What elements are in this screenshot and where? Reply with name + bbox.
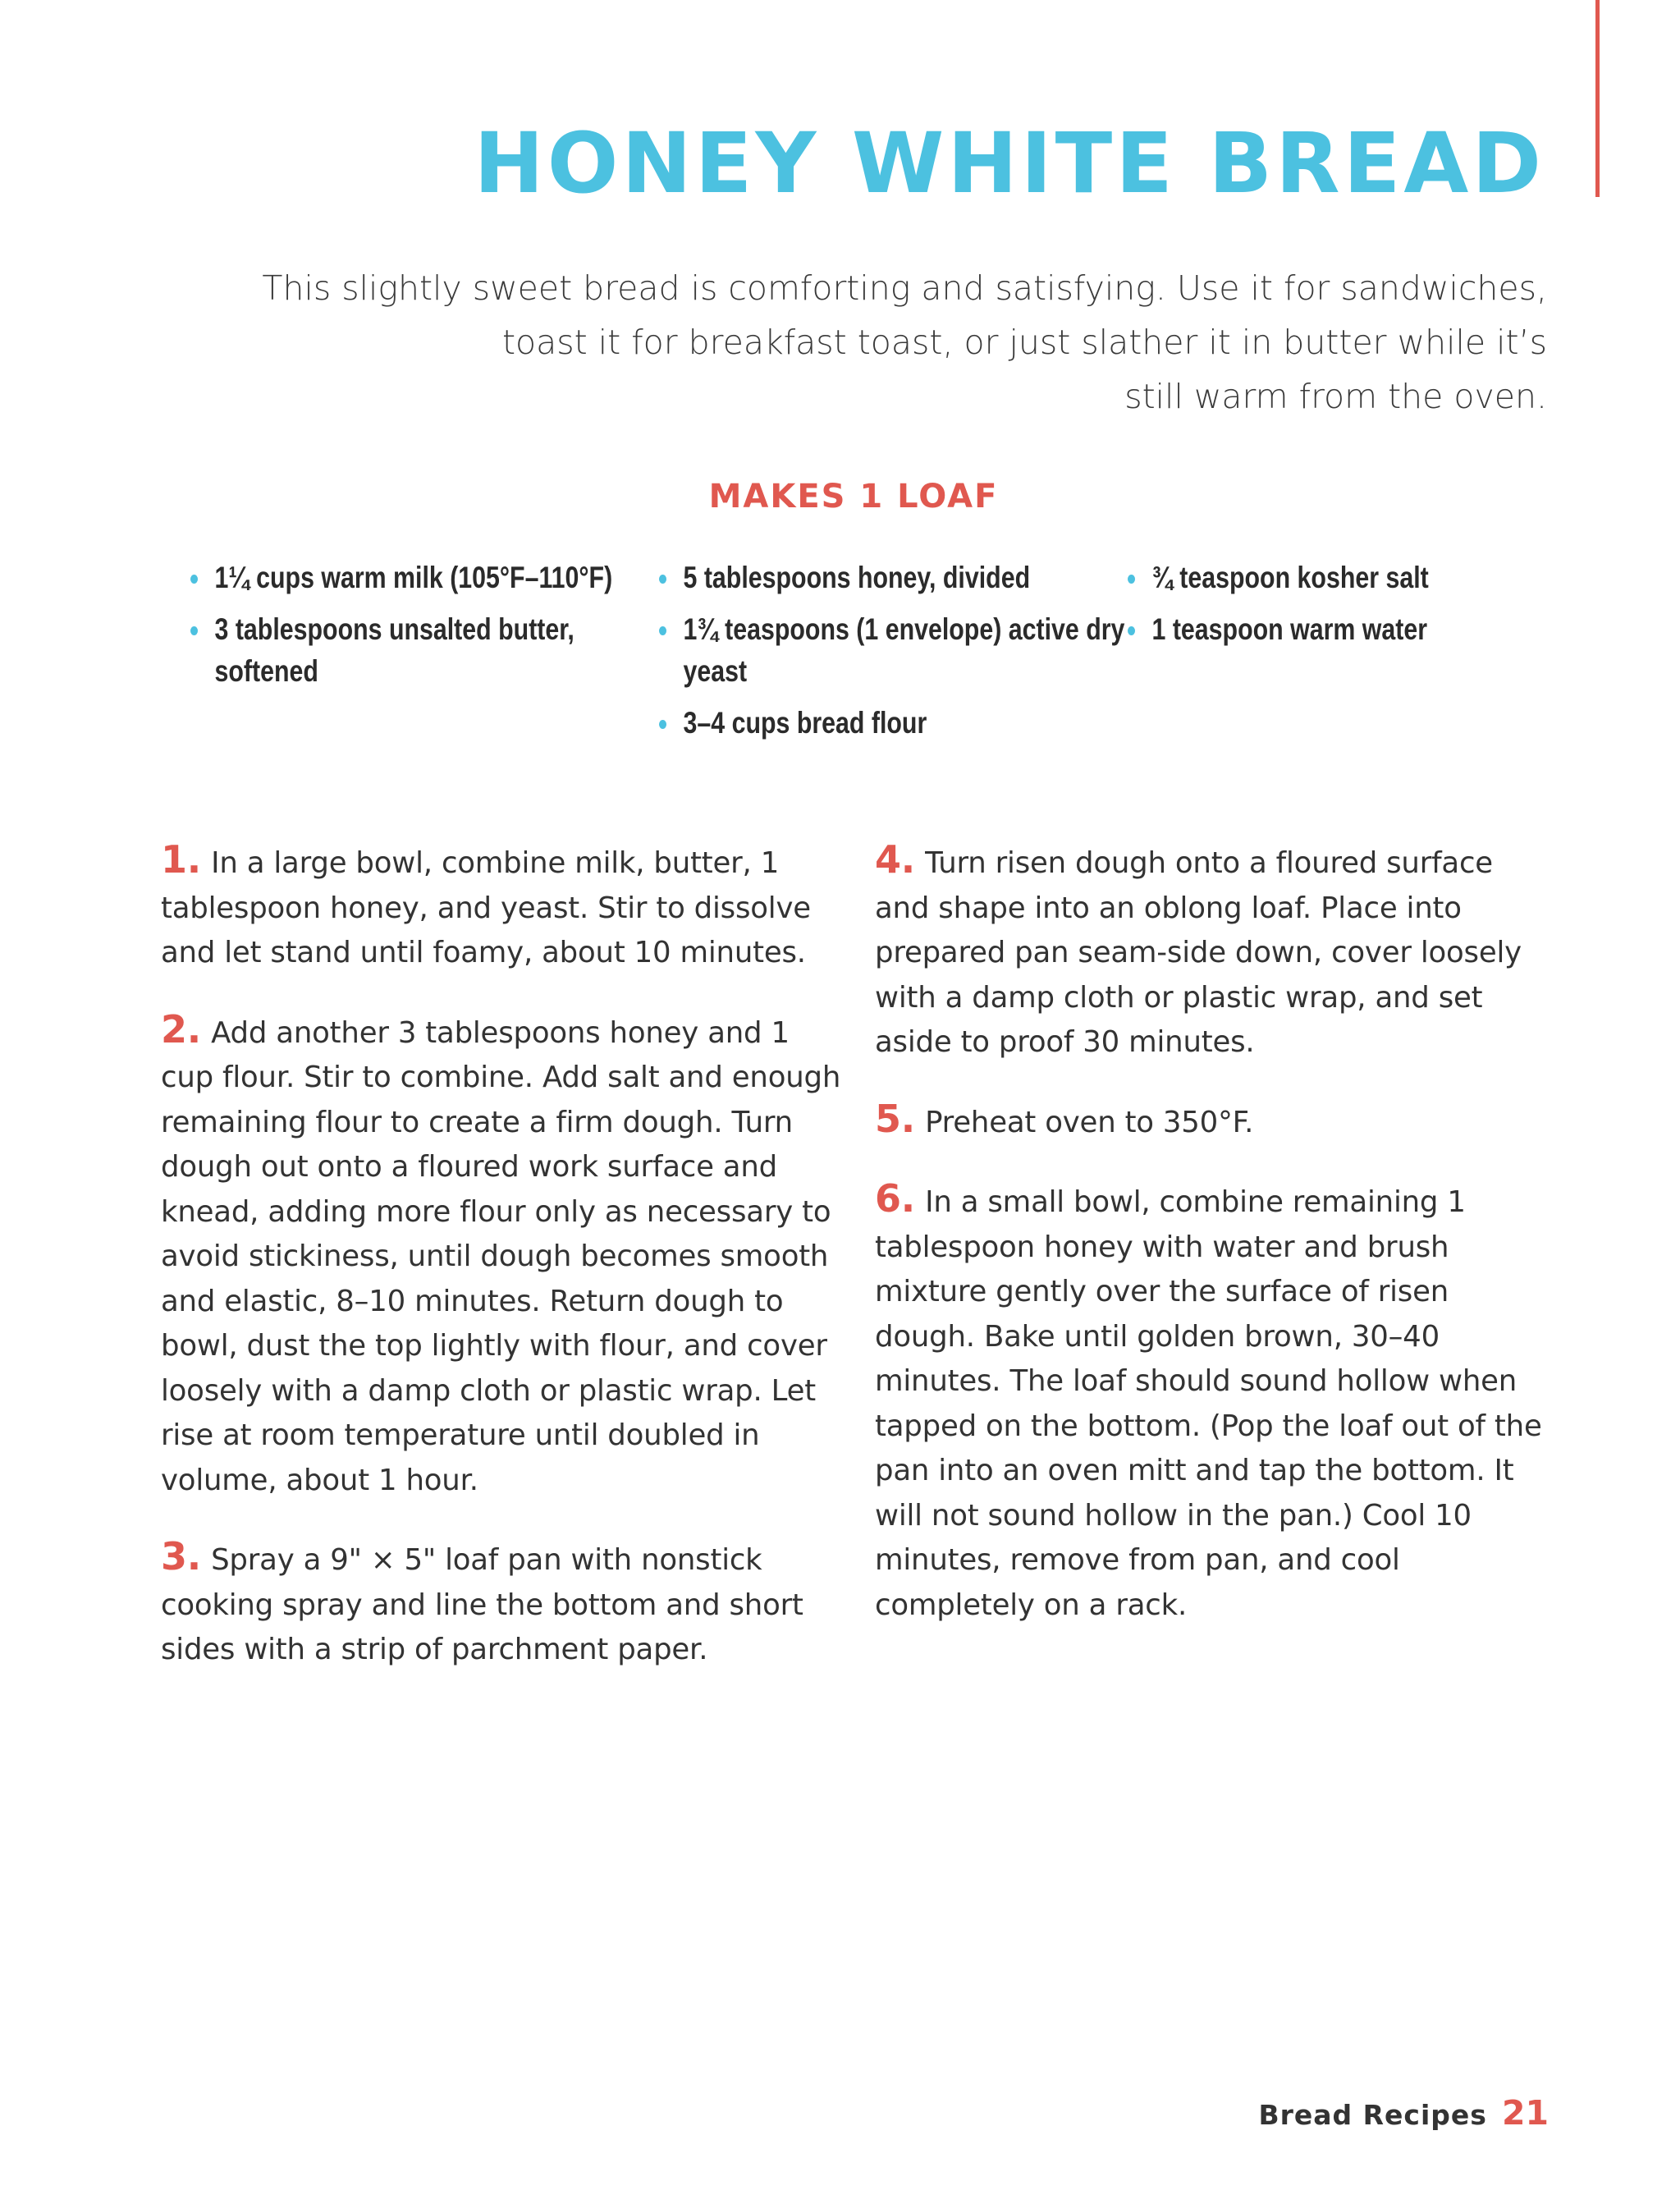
step-item [161,1534,842,1673]
ingredient-item [190,608,675,692]
ingredient-item [659,608,1143,692]
ingredient-item [1128,608,1579,650]
step-number: 5. [875,1096,916,1141]
page-edge-tab [1595,0,1600,197]
step-text: Preheat oven to 350°F. [925,1105,1254,1139]
ingredients-column-3 [1128,557,1554,660]
step-number: 6. [875,1176,916,1221]
page-number: 21 [1501,2093,1549,2133]
page-footer [1258,2093,1549,2133]
step-number: 1. [161,837,202,882]
step-item [161,1007,842,1504]
intro-line: still warm from the oven. [1124,377,1547,416]
bullet-icon [659,720,666,729]
bullet-icon [1128,575,1135,584]
ingredient-text: 1 teaspoon warm water [1151,612,1428,646]
bullet-icon [190,575,198,584]
step-number: 3. [161,1534,202,1579]
ingredient-text: 1¾ teaspoons (1 envelope) active dry yeast [683,612,1125,688]
recipe-intro [152,261,1547,424]
step-item [875,1097,1556,1146]
ingredient-text: 3–4 cups bread flour [683,706,927,740]
bullet-icon [190,626,198,635]
step-item [875,1176,1556,1628]
ingredients-column-2 [659,557,1125,754]
ingredient-text: ¾ teaspoon kosher salt [1151,561,1429,594]
ingredient-item [659,702,1143,744]
intro-line: This slightly sweet bread is comforting and satisfying. Use it for sandwiches, [262,268,1547,308]
ingredient-item [659,557,1143,598]
ingredient-item [1128,557,1579,598]
recipe-yield: MAKES 1 LOAF [708,478,999,515]
step-text: Spray a 9" × 5" loaf pan with nonstick cooking spray and line the bottom and short sides with a strip of parchment paper. [161,1543,803,1666]
recipe-title: HONEY WHITE BREAD [474,115,1545,213]
bullet-icon [659,626,666,635]
section-name: Bread Recipes [1258,2099,1487,2131]
step-number: 2. [161,1006,202,1052]
intro-line: toast it for breakfast toast, or just slather it in butter while it’s [501,323,1547,362]
ingredient-item [190,557,675,598]
step-number: 4. [875,837,916,882]
steps-column-left [161,837,842,1704]
bullet-icon [1128,626,1135,635]
ingredients-column-1 [190,557,650,702]
step-text: Turn risen dough onto a floured surface and shape into an oblong loaf. Place into prepared pan seam-side down, cover loosely with a damp cloth or plastic wrap, and set aside to proof 30 minutes. [875,846,1522,1059]
ingredient-text: 1¼ cups warm milk (105°F–110°F) [214,561,613,594]
step-text: In a small bowl, combine remaining 1 tablespoon honey with water and brush mixture gently over the surface of risen dough. Bake until golden brown, 30–40 minutes. The loaf should sound hollow when tapped on the bottom. (Pop the loaf out of the pan into an oven mitt and tap the bottom. It will not sound hollow in the pan.) Cool 10 minutes, remove from pan, and cool completely on a rack. [875,1185,1542,1622]
ingredient-text: 3 tablespoons unsalted butter, softened [214,612,574,688]
step-text: Add another 3 tablespoons honey and 1 cup flour. Stir to combine. Add salt and enough remaining flour to create a firm dough. Turn dough out onto a floured work surface and knead, adding more flour only as necessary to avoid stickiness, until dough becomes smooth and elastic, 8–10 minutes. Return dough to bowl, dust the top lightly with flour, and cover loosely with a damp cloth or plastic wrap. Let rise at room temperature until doubled in volume, about 1 hour. [161,1015,841,1497]
ingredient-text: 5 tablespoons honey, divided [683,561,1031,594]
bullet-icon [659,575,666,584]
step-item [875,837,1556,1065]
steps-column-right [875,837,1556,1659]
step-item [161,837,842,976]
step-text: In a large bowl, combine milk, butter, 1 tablespoon honey, and yeast. Stir to dissolve and let stand until foamy, about 10 minutes. [161,846,811,969]
